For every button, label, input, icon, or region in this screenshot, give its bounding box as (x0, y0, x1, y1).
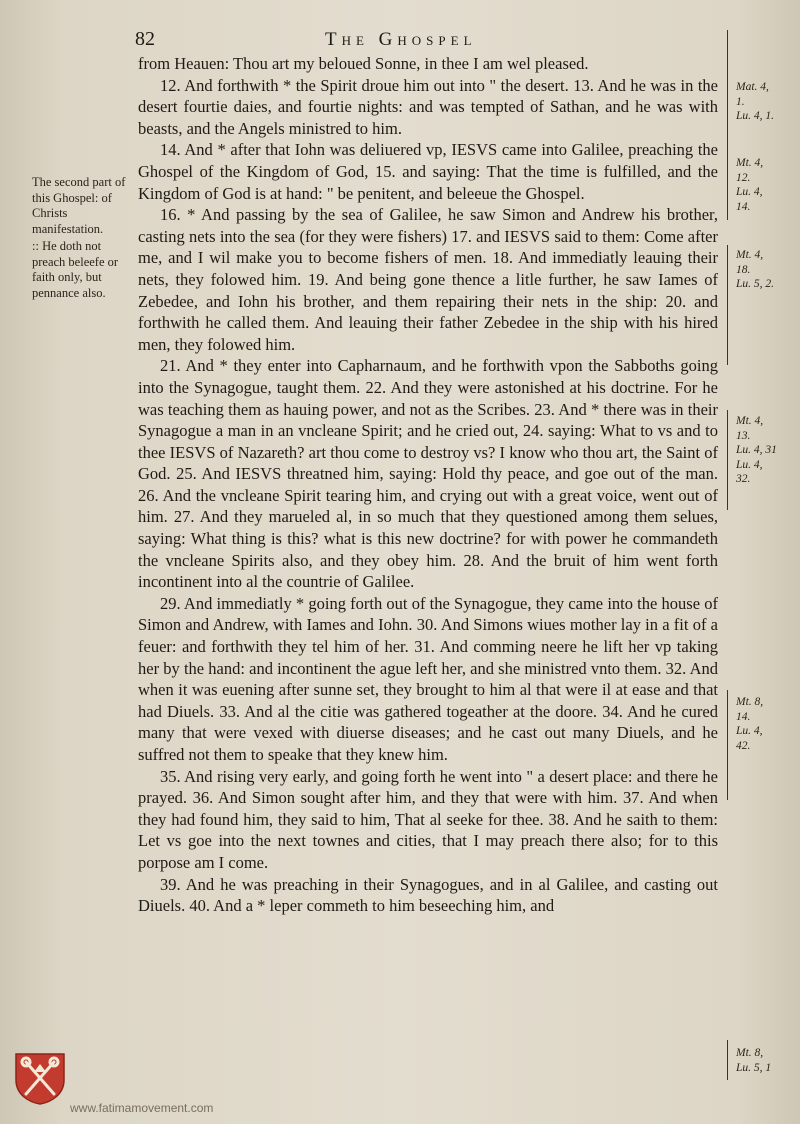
paragraph: 39. And he was preaching in their Synagogues, and in al Galilee, and casting out Diuels. 40. And a * leper commeth to him beseeching him, and (138, 874, 718, 916)
scripture-text (138, 53, 718, 917)
margin-rule (727, 690, 728, 800)
margin-rule (727, 30, 728, 220)
paragraph: from Heauen: Thou art my beloued Sonne, in thee I am wel pleased. (138, 54, 589, 73)
margin-note: The second part of this Ghospel: of Christs manifestation. (32, 175, 126, 237)
paragraph: 12. And forthwith * the Spirit droue him out into " the desert. 13. And he was in the desert fourtie daies, and fourtie nights: and was tempted of Sathan, and he was with beasts, and the Angels ministred to him. (138, 75, 718, 138)
papal-keys-logo-icon (12, 1050, 68, 1106)
margin-rule (727, 410, 728, 510)
cross-reference: Mat. 4, 1. Lu. 4, 1. (736, 81, 775, 122)
margin-rule (727, 1040, 728, 1080)
margin-rule (727, 245, 728, 365)
page-number: 82 (135, 28, 155, 50)
cross-reference: Mt. 4, 18. Lu. 5, 2. (736, 249, 775, 290)
paragraph: 29. And immediatly * going forth out of the Synagogue, they came into the house of Simon and Andrew, with Iames and Iohn. 30. And Simons wiues mother lay in a fit of a feuer: and forthwith they tel him of her. 31. And comming neere he lift her vp taking her by the hand: and incontinent the ague left her, and she ministred vnto them. 32. And when it was euening after sunne set, they brought to him al that were il at ease and that had Diuels. 33. And al the citie was gathered togeather at the doore. 34. And he cured many that were vexed with diuerse diseases; and he cast out many Diuels, and he suffred not them to speake that they knew him. (138, 593, 718, 764)
paragraph: 21. And * they enter into Capharnaum, and he forthwith vpon the Sabboths going into the Synagogue, taught them. 22. And they were astonished at his doctrine. For he was teaching them as hauing power, and not as the Scribes. 23. And * there was in their Synagogue a man in an vncleane Spirit; and he cried out, 24. saying: What to vs and to thee IESVS of Nazareth? art thou come to destroy vs? I know who thou art, the Saint of God. 25. And IESVS threatned him, saying: Hold thy peace, and goe out of the man. 26. And the vncleane Spirit tearing him, and crying out with a great voice, went out of him. 27. And they marueled al, in so much that they questioned among them selues, saying: What thing is this? what is this new doctrine? for with power he commandeth the vncleane Spirits also, and they obey him. 28. And the bruit of him went forth incontinent into al the countrie of Galilee. (138, 356, 718, 592)
paragraph: 16. * And passing by the sea of Galilee, he saw Simon and Andrew his brother, casting nets into the sea (for they were fishers) 17. and IESVS said to them: Come after me, and I wil make you to become fishers of men. 18. And immediatly leauing their nets, they folowed him. 19. And being gone thence a litle further, he saw Iames of Zebedee, and Iohn his brother, and them repairing their nets in the ship: 20. and forthwith he called them. And leauing their father Zebedee in the ship with his hired men, they folowed him. (138, 205, 718, 354)
paragraph: 14. And * after that Iohn was deliuered vp, IESVS came into Galilee, preaching the Ghospel of the Kingdom of God, 15. and saying: That the time is fulfilled, and the Kingdom of God is at hand: " be penitent, and beleeue the Ghospel. (138, 140, 718, 203)
cross-reference: Mt. 4, 12. Lu. 4, 14. (736, 157, 764, 213)
cross-reference: Mt. 4, 13. Lu. 4, 31 Lu. 4, 32. (736, 415, 777, 485)
cross-reference: Mt. 8, Lu. 5, 1 (736, 1047, 772, 1074)
page-header (135, 28, 725, 52)
paragraph: 35. And rising very early, and going forth he went into " a desert place: and there he prayed. 36. And Simon sought after him, and they that were with him. 37. And when they had found him, they said to him, That al seeke for thee. 38. And he saith to them: Let vs goe into the next townes and cities, that I may preach there also; for to this porpose am I come. (138, 766, 718, 872)
running-title: The Ghospel (325, 29, 477, 50)
cross-reference: Mt. 8, 14. Lu. 4, 42. (736, 696, 764, 752)
website-watermark: www.fatimamovement.com (70, 1101, 214, 1115)
margin-note-left (32, 175, 134, 303)
margin-note: :: He doth not preach beleefe or faith only, but pennance also. (32, 238, 119, 300)
